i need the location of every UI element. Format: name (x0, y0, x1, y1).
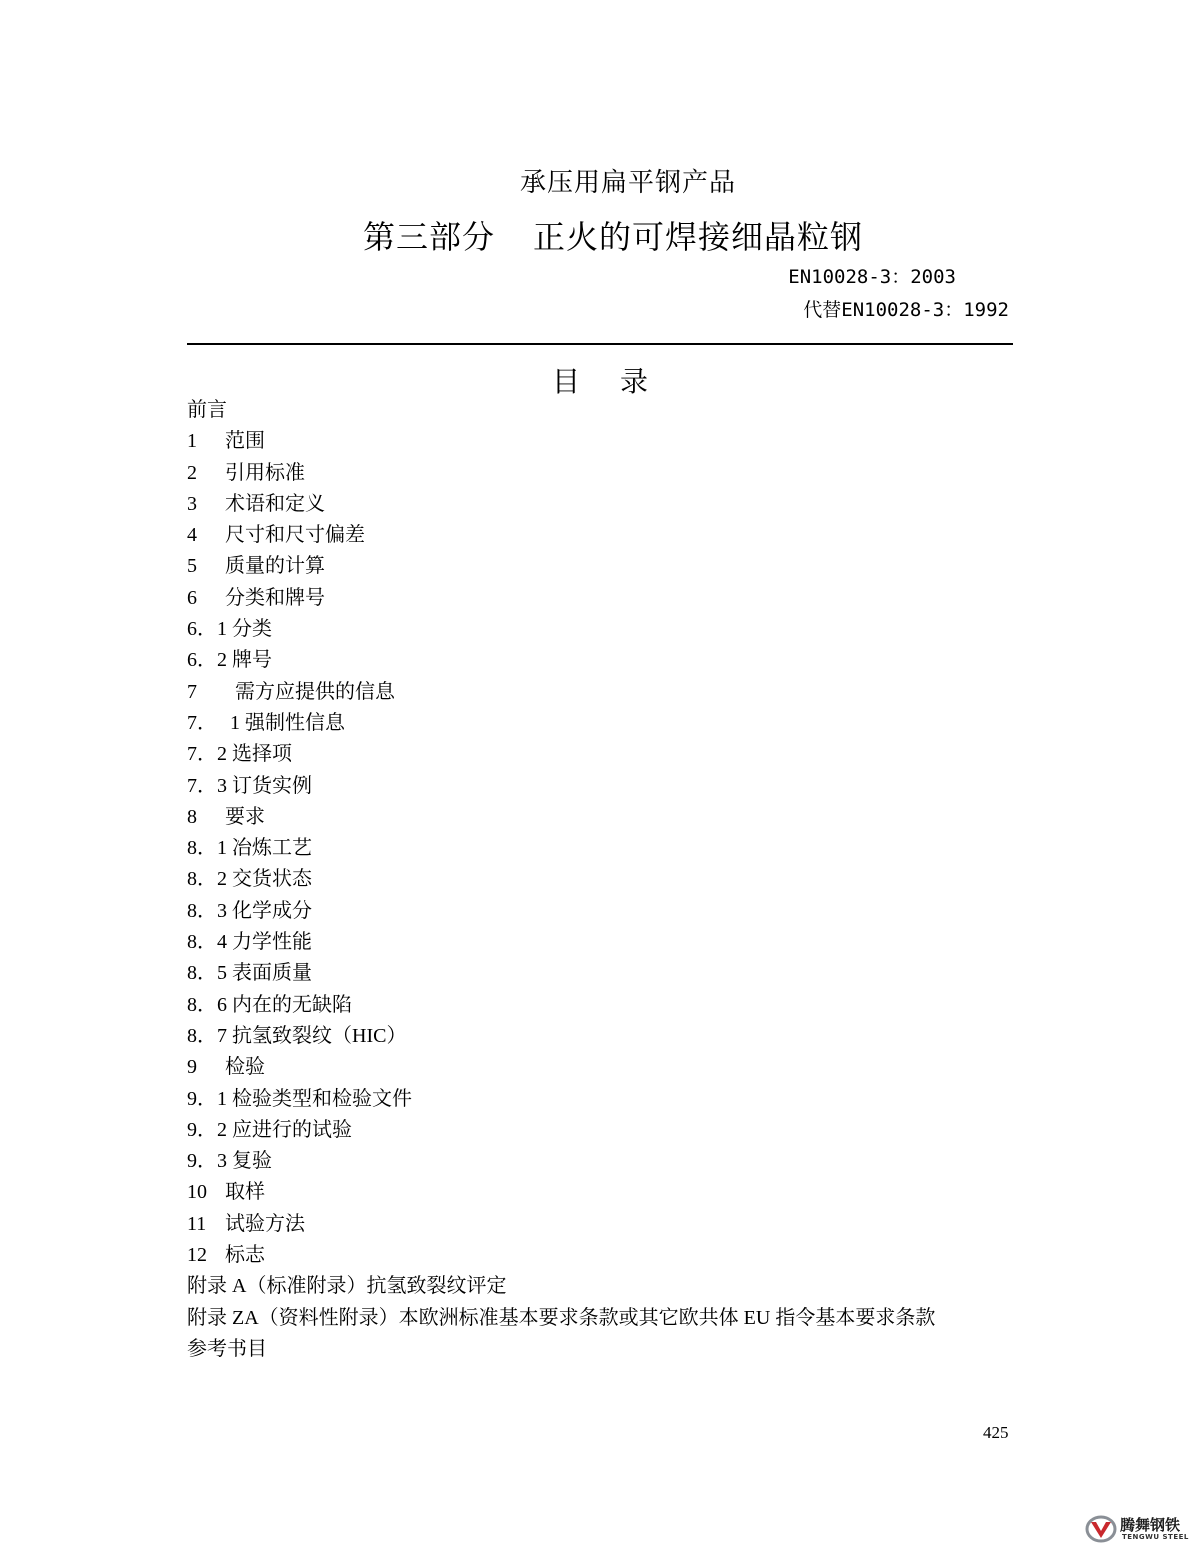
toc-item-6-2[interactable] (187, 645, 935, 676)
document-subtitle (0, 212, 1198, 258)
toc-item-7-1[interactable] (187, 708, 935, 739)
toc-item-number: 8．6 (187, 993, 227, 1016)
toc-item-8-6[interactable] (187, 990, 935, 1021)
toc-item-number: 5 (187, 555, 197, 578)
standard-number: EN10028-3：2003 (788, 266, 956, 288)
toc-item-text: 复验 (232, 1150, 272, 1173)
toc-item-annex-za[interactable] (187, 1303, 935, 1334)
toc-item-number: 7 (187, 680, 197, 703)
toc-item-text: 牌号 (232, 649, 272, 672)
toc-item-number: 4 (187, 524, 197, 547)
toc-item-6-1[interactable] (187, 614, 935, 645)
toc-item-number: 6．2 (187, 649, 227, 672)
toc-item-text: 化学成分 (232, 899, 312, 922)
toc-item-number: 8．5 (187, 962, 227, 985)
toc-item-number: 9．2 (187, 1118, 227, 1141)
brand-logo-name: 腾舞钢铁 (1120, 1516, 1181, 1534)
toc-item-7[interactable] (187, 677, 935, 708)
toc-item-5[interactable] (187, 551, 935, 582)
brand-logo-icon (1085, 1514, 1117, 1544)
toc-item-text: 交货状态 (232, 868, 312, 891)
toc-item-text: 检验类型和检验文件 (232, 1087, 412, 1110)
toc-item-number: 2 (187, 461, 197, 484)
toc-item-number: 10 (187, 1181, 207, 1204)
toc-item-bibliography[interactable] (187, 1334, 935, 1365)
toc-item-number: 12 (187, 1244, 207, 1267)
toc-item-number: 1 (187, 430, 197, 453)
toc-item-annex-a[interactable] (187, 1271, 935, 1302)
toc-item-number: 7．2 (187, 743, 227, 766)
toc-item-9[interactable] (187, 1052, 935, 1083)
toc-item-text: 试验方法 (225, 1212, 305, 1235)
toc-item-number: 3 (187, 492, 197, 515)
toc-item-text: 附录 A（标准附录）抗氢致裂纹评定 (187, 1275, 507, 1298)
toc-item-text: 范围 (225, 430, 265, 453)
toc-item-number: 9 (187, 1056, 197, 1079)
part-label: 第三部分 (362, 218, 495, 256)
toc-item-text: 取样 (225, 1181, 265, 1204)
toc-item-7-2[interactable] (187, 739, 935, 770)
toc-item-text: 参考书目 (187, 1337, 267, 1360)
toc-item-text: 力学性能 (232, 931, 312, 954)
table-of-contents (187, 395, 935, 1365)
toc-item-number: 8 (187, 805, 197, 828)
toc-item-text: 尺寸和尺寸偏差 (225, 524, 365, 547)
toc-item-text: 冶炼工艺 (232, 837, 312, 860)
toc-item-text: 分类和牌号 (225, 586, 325, 609)
toc-item-text: 选择项 (232, 743, 292, 766)
toc-item-text: 附录 ZA（资料性附录）本欧洲标准基本要求条款或其它欧共体 EU 指令基本要求条款 (187, 1306, 936, 1329)
toc-item-number: 6 (187, 586, 197, 609)
toc-item-text: 表面质量 (232, 962, 312, 985)
toc-item-number: 7． (187, 711, 217, 734)
replaces-standard (803, 295, 1009, 322)
toc-item-9-3[interactable] (187, 1146, 935, 1177)
toc-item-text: 需方应提供的信息 (235, 680, 395, 703)
toc-item-12[interactable] (187, 1240, 935, 1271)
toc-item-text: 应进行的试验 (232, 1118, 352, 1141)
toc-item-text: 标志 (225, 1244, 265, 1267)
toc-item-text: 分类 (232, 618, 272, 641)
toc-item-text: 检验 (225, 1056, 265, 1079)
toc-item-number: 11 (187, 1212, 207, 1235)
toc-item-number: 7．3 (187, 774, 227, 797)
header-divider (187, 343, 1013, 345)
toc-item-9-1[interactable] (187, 1084, 935, 1115)
toc-item-text: 要求 (225, 805, 265, 828)
page-number: 425 (983, 1423, 1009, 1442)
toc-item-number: 8．2 (187, 868, 227, 891)
document-title: 承压用扁平钢产品 (519, 168, 736, 198)
toc-item-text: 质量的计算 (225, 555, 325, 578)
replaces-number: EN10028-3：1992 (841, 299, 1009, 321)
brand-logo (1082, 1512, 1198, 1546)
toc-item-text: 订货实例 (232, 774, 312, 797)
toc-item-text: 1 强制性信息 (230, 711, 345, 734)
toc-item-8-5[interactable] (187, 958, 935, 989)
toc-item-text: 抗氢致裂纹（HIC） (232, 1024, 407, 1047)
toc-heading: 目录 (551, 365, 688, 398)
toc-item-foreword[interactable] (187, 395, 935, 426)
replaces-prefix: 代替 (803, 299, 842, 321)
toc-item-3[interactable] (187, 489, 935, 520)
toc-item-2[interactable] (187, 458, 935, 489)
toc-item-6[interactable] (187, 583, 935, 614)
toc-item-number: 6．1 (187, 618, 227, 641)
toc-item-number: 8．3 (187, 899, 227, 922)
toc-item-1[interactable] (187, 426, 935, 457)
toc-item-10[interactable] (187, 1177, 935, 1208)
toc-item-text: 引用标准 (225, 461, 305, 484)
toc-item-8-1[interactable] (187, 833, 935, 864)
toc-item-text: 前言 (187, 399, 227, 421)
toc-item-8[interactable] (187, 802, 935, 833)
toc-item-9-2[interactable] (187, 1115, 935, 1146)
toc-item-8-7[interactable] (187, 1021, 935, 1052)
toc-item-11[interactable] (187, 1209, 935, 1240)
part-subject: 正火的可焊接细晶粒钢 (533, 218, 864, 256)
toc-item-number: 9．3 (187, 1150, 227, 1173)
toc-item-4[interactable] (187, 520, 935, 551)
toc-item-number: 8．7 (187, 1024, 227, 1047)
toc-item-number: 9．1 (187, 1087, 227, 1110)
toc-item-8-4[interactable] (187, 927, 935, 958)
toc-item-text: 内在的无缺陷 (232, 993, 352, 1016)
toc-item-7-3[interactable] (187, 771, 935, 802)
toc-item-number: 8．1 (187, 837, 227, 860)
toc-item-8-2[interactable] (187, 864, 935, 895)
toc-item-text: 术语和定义 (225, 492, 325, 515)
toc-item-number: 8．4 (187, 931, 227, 954)
brand-logo-name-en: TENGWU STEEL (1122, 1533, 1189, 1541)
toc-item-8-3[interactable] (187, 896, 935, 927)
